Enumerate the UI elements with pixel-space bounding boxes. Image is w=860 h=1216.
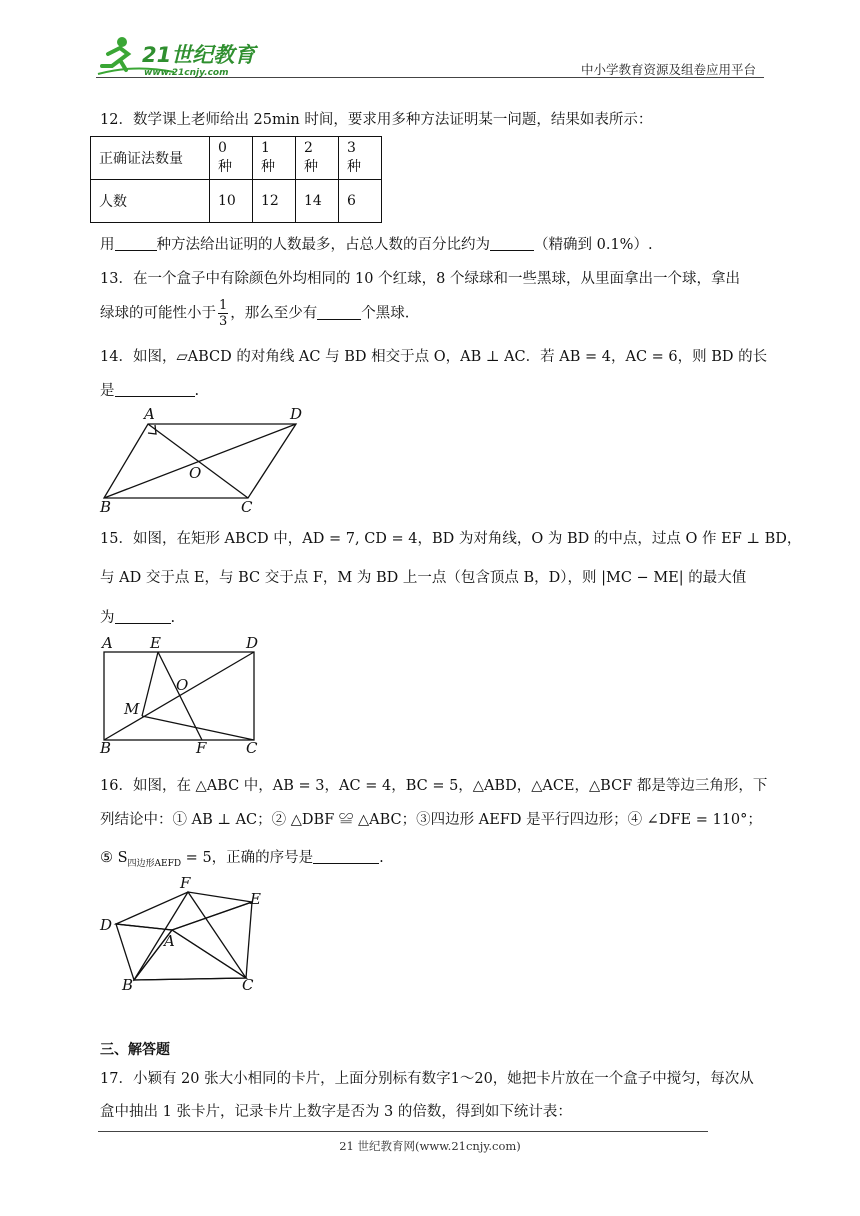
table-cell: 0 种 xyxy=(210,137,253,180)
section-title: 三、解答题 xyxy=(100,1042,170,1058)
answer-blank[interactable] xyxy=(313,849,379,864)
q15-line2: 与 AD 交于点 E，与 BC 交于点 F，M 为 BD 上一点（包含顶点 B，D），则 |MC − ME| 的最大值 xyxy=(100,570,747,586)
q16-text-end: . xyxy=(379,850,384,866)
q15-text: 为 xyxy=(100,610,115,626)
q16-subscript: 四边形AEFD xyxy=(127,858,182,869)
q12-stem: 12．数学课上老师给出 25min 时间，要求用多种方法证明某一问题，结果如表所示： xyxy=(100,112,653,128)
logo-url: www.21cnjy.com xyxy=(144,68,229,78)
logo-text: 21世纪教育 xyxy=(142,43,256,67)
footer-divider xyxy=(98,1131,708,1132)
point-label-o: O xyxy=(189,464,202,482)
q13-text-c: 个黑球. xyxy=(361,305,410,322)
point-label-d: D xyxy=(246,634,259,652)
q16-line2: 列结论中：① AB ⊥ AC；② △DBF ≌ △ABC；③四边形 AEFD 是平行四边形；④ ∠DFE = 110°； xyxy=(100,812,762,828)
q15-line3 xyxy=(100,606,175,627)
q15-line1: 15．如图，在矩形 ABCD 中，AD = 7, CD = 4，BD 为对角线，O 为 BD 的中点，过点 O 作 EF ⊥ BD， xyxy=(100,531,802,547)
site-logo[interactable] xyxy=(94,34,264,78)
table-row xyxy=(91,180,382,223)
fraction xyxy=(218,298,228,329)
q13-line1: 13．在一个盒子中有除颜色外均相同的 10 个红球，8 个绿球和一些黑球，从里面拿出一个球，拿出 xyxy=(100,271,740,287)
table-cell: 6 xyxy=(339,180,382,223)
table-cell: 人数 xyxy=(91,180,210,223)
table-cell: 正确证法数量 xyxy=(91,137,210,180)
q16-line3 xyxy=(100,846,384,869)
table-cell: 12 xyxy=(253,180,296,223)
q16-text-a: ⑤ S xyxy=(100,850,128,866)
point-label-b: B xyxy=(122,976,134,994)
fraction-numerator: 1 xyxy=(219,298,228,313)
q13-line2 xyxy=(100,298,409,329)
q12-table xyxy=(90,136,382,223)
q17-line1: 17．小颖有 20 张大小相同的卡片，上面分别标有数字1～20，她把卡片放在一个盒子中搅匀，每次从 xyxy=(100,1071,754,1087)
point-label-e: E xyxy=(250,890,261,908)
table-row xyxy=(91,137,382,180)
answer-blank[interactable] xyxy=(115,609,171,624)
q14-parallelogram-figure xyxy=(96,402,310,514)
point-label-b: B xyxy=(100,739,112,756)
q12-text-a: 用 xyxy=(100,237,115,253)
q14-text: 是 xyxy=(100,383,115,399)
answer-blank[interactable] xyxy=(490,236,534,251)
q13-text-a: 绿球的可能性小于 xyxy=(100,305,216,322)
fraction-denominator: 3 xyxy=(219,314,228,329)
table-cell: 14 xyxy=(296,180,339,223)
point-label-e: E xyxy=(150,634,161,652)
q13-text-b: ，那么至少有 xyxy=(230,305,318,322)
point-label-a: A xyxy=(164,932,175,950)
point-label-c: C xyxy=(242,976,254,994)
q15-rectangle-figure xyxy=(96,632,266,756)
q12-line2 xyxy=(100,233,653,254)
answer-blank[interactable] xyxy=(115,236,157,251)
table-cell: 2 种 xyxy=(296,137,339,180)
point-label-o: O xyxy=(176,676,189,694)
point-label-f: F xyxy=(180,874,191,892)
q16-line1: 16．如图，在 △ABC 中，AB = 3，AC = 4，BC = 5，△ABD，△ACE，△BCF 都是等边三角形，下 xyxy=(100,778,768,794)
q15-text-end: . xyxy=(170,610,176,626)
q17-line2: 盒中抽出 1 张卡片，记录卡片上数字是否为 3 的倍数，得到如下统计表： xyxy=(100,1104,572,1120)
q16-text-b: = 5，正确的序号是 xyxy=(181,850,314,866)
header-divider xyxy=(96,77,764,78)
platform-name: 中小学教育资源及组卷应用平台 xyxy=(580,62,756,77)
footer-text[interactable]: 21 世纪教育网(www.21cnjy.com) xyxy=(339,1139,521,1153)
point-label-a: A xyxy=(144,405,155,423)
q14-line1: 14．如图，▱ABCD 的对角线 AC 与 BD 相交于点 O，AB ⊥ AC．若 AB = 4，AC = 6，则 BD 的长 xyxy=(100,349,768,365)
point-label-d: D xyxy=(100,916,113,934)
point-label-c: C xyxy=(241,498,253,514)
q14-line2 xyxy=(100,379,199,400)
point-label-m: M xyxy=(124,700,140,718)
table-cell: 1 种 xyxy=(253,137,296,180)
table-cell: 10 xyxy=(210,180,253,223)
q12-text-b: 种方法给出证明的人数最多，占总人数的百分比约为 xyxy=(156,237,490,253)
point-label-b: B xyxy=(100,498,112,514)
point-label-f: F xyxy=(196,739,207,756)
q16-triangles-figure xyxy=(96,872,276,996)
answer-blank[interactable] xyxy=(317,305,361,320)
q12-text-c: （精确到 0.1%）. xyxy=(534,237,653,253)
q14-text-end: . xyxy=(194,383,200,399)
point-label-c: C xyxy=(246,739,258,756)
answer-blank[interactable] xyxy=(115,382,195,397)
table-cell: 3 种 xyxy=(339,137,382,180)
point-label-a: A xyxy=(102,634,113,652)
point-label-d: D xyxy=(290,405,303,423)
